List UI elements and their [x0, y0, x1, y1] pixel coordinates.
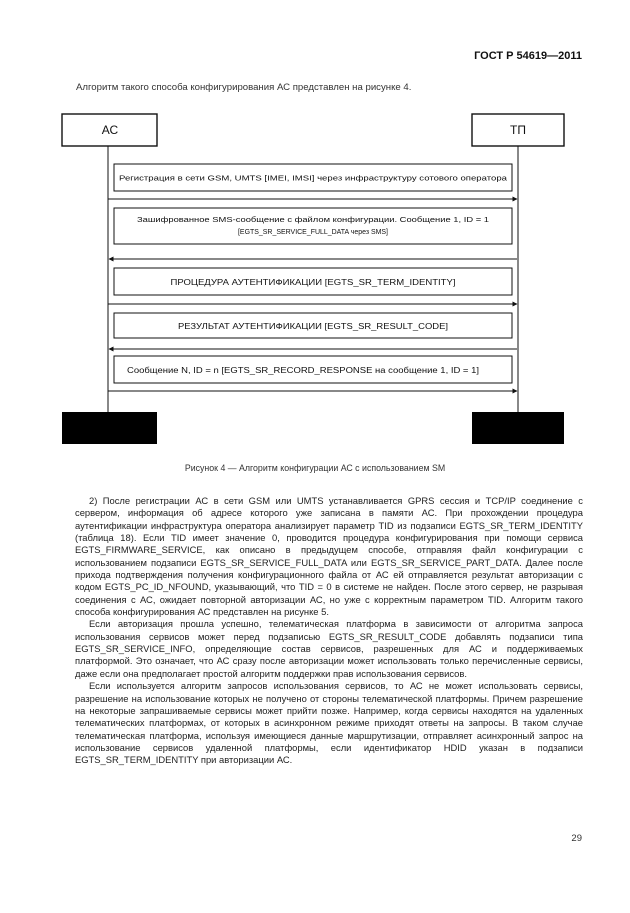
actor-label-left: АС	[101, 123, 119, 137]
page-number: 29	[571, 833, 582, 844]
message-3-line-1: ПРОЦЕДУРА АУТЕНТИФИКАЦИИ [EGTS_SR_TERM_IDENTITY]	[170, 278, 456, 287]
message-box-2	[114, 208, 512, 244]
intro-text: Алгоритм такого способа конфигурирования АС представлен на рисунке 4.	[76, 82, 412, 93]
standard-id-header: ГОСТ Р 54619—2011	[474, 50, 582, 62]
actor-label-right: ТП	[510, 123, 526, 137]
message-5-line-1: Сообщение N, ID = n [EGTS_SR_RECORD_RESPONSE на сообщение 1, ID = 1]	[127, 366, 479, 375]
message-4-line-1: РЕЗУЛЬТАТ АУТЕНТИФИКАЦИИ [EGTS_SR_RESULT_CODE]	[178, 322, 448, 331]
figure-caption: Рисунок 4 — Алгоритм конфигурации АС с использованием SM	[184, 463, 446, 473]
body-text	[75, 495, 583, 767]
message-1-line-1: Регистрация в сети GSM, UMTS [IMEI, IMSI] через инфраструктуру сотового оператора	[119, 173, 508, 183]
paragraph: Если используется алгоритм запросов использования сервисов, то АС не может использовать сервисы, разрешение на использование которых не получено от стороны телематической платформы. Причем разрешение на некоторые запрашиваемые сервисы может прийти позже. Например, когда сервисы находятся на удаленных телематических платформах, от которых в асинхронном режиме приходят ответы на запросы. В таком случае телематическая платформа, используя имеющиеся данные маршрутизации, отправляет асинхронный запрос на использование сервисов удаленной платформы, если идентификатор HDID указан в подзаписи EGTS_SR_TERM_IDENTITY при авторизации АС.	[75, 680, 583, 766]
message-2-line-1: Зашифрованное SMS-сообщение с файлом конфигурации. Сообщение 1, ID = 1	[137, 215, 489, 224]
lifeline-end-left	[62, 412, 157, 444]
message-2-line-2: [EGTS_SR_SERVICE_FULL_DATA через SMS]	[238, 227, 388, 236]
lifeline-end-right	[472, 412, 564, 444]
paragraph: Если авторизация прошла успешно, телематическая платформа в зависимости от алгоритма запроса использования сервисов может перед подзаписью EGTS_SR_RESULT_CODE добавлять подзаписи типа EGTS_SR_SERVICE_INFO, определяющие состав сервисов, разрешенных для АС и поддерживаемых платформой. Это означает, что АС сразу после авторизации может использовать только перечисленные сервисы, даже если она предполагает простой алгоритм поддержки прав использования сервисов.	[75, 618, 583, 679]
paragraph: 2) После регистрации АС в сети GSM или UMTS устанавливается GPRS сессия и TCP/IP соединение с сервером, информация об адресе которого уже записана в памяти АС. При прохождении процедура аутентификации инфраструктура оператора анализирует параметр TID из подзаписи EGTS_SR_TERM_IDENTITY (таблица 18). Если TID имеет значение 0, проводится процедура конфигурирования при помощи сервиса EGTS_FIRMWARE_SERVICE, как описано в предыдущем способе, отправляя файл конфигурации с использованием подзаписи EGTS_SR_SERVICE_FULL_DATA или EGTS_SR_SERVICE_PART_DATA. Далее после прихода подтверждения получения конфигурационного файла от АС ей отправляется результат авторизации с кодом EGTS_PC_ID_NFOUND, указывающий, что TID = 0 в системе не найден. После этого сервер, не разрывая соединения с АС, ожидает повторной авторизации АС, но уже с корректным параметром TID. Алгоритм такого способа конфигурирования АС представлен на рисунке 5.	[75, 495, 583, 618]
